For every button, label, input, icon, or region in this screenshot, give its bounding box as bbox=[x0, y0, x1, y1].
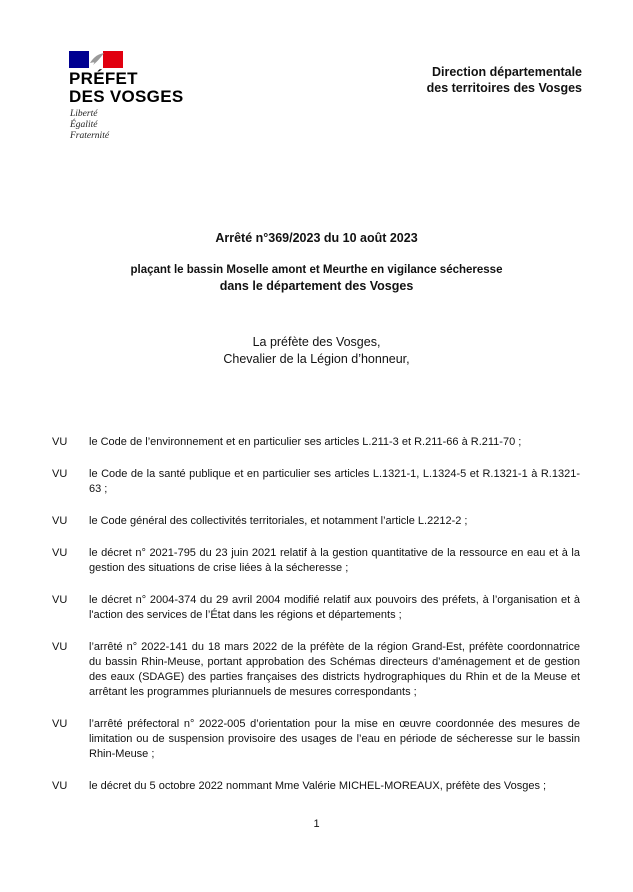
marianne-logo-icon bbox=[69, 51, 123, 68]
vu-text: le Code général des collectivités territoriales, et notamment l’article L.2212-2 ; bbox=[89, 515, 468, 527]
vu-label: VU bbox=[52, 515, 68, 527]
issuing-direction bbox=[427, 64, 582, 96]
vu-item bbox=[52, 514, 580, 529]
page-number: 1 bbox=[313, 818, 320, 830]
vu-text: le décret du 5 octobre 2022 nommant Mme Valérie MICHEL-MOREAUX, préfète des Vosges ; bbox=[89, 780, 547, 792]
vu-list bbox=[52, 435, 580, 811]
prefecture-logo-text bbox=[69, 70, 183, 106]
decree-title: Arrêté n°369/2023 du 10 août 2023 bbox=[215, 231, 418, 245]
logo-line-2: DES VOSGES bbox=[69, 87, 184, 106]
vu-item bbox=[52, 546, 580, 576]
vu-item bbox=[52, 593, 580, 623]
motto-egalite: Égalité bbox=[70, 120, 98, 130]
vu-text: le Code de l’environnement et en particulier ses articles L.211-3 et R.211-66 à R.211-70 ; bbox=[89, 436, 522, 448]
republic-motto bbox=[70, 109, 109, 142]
vu-label: VU bbox=[52, 468, 68, 480]
motto-fraternite: Fraternité bbox=[70, 131, 110, 141]
vu-text: l’arrêté préfectoral n° 2022-005 d’orientation pour la mise en œuvre coordonnée des mesures de limitation ou de suspension provisoire des usages de l’eau en période de sécheresse sur le bassin Rhin-Meuse ; bbox=[89, 718, 580, 760]
direction-line-1: Direction départementale bbox=[431, 65, 582, 79]
direction-line-2: des territoires des Vosges bbox=[426, 81, 582, 95]
motto-liberte: Liberté bbox=[70, 109, 98, 119]
vu-text: le Code de la santé publique et en particulier ses articles L.1321-1, L.1324-5 et R.1321-1 à R.1321-63 ; bbox=[89, 468, 580, 495]
vu-item bbox=[52, 640, 580, 700]
subtitle-line-1: plaçant le bassin Moselle amont et Meurthe en vigilance sécheresse bbox=[130, 264, 503, 276]
subtitle-line-2: dans le département des Vosges bbox=[219, 279, 414, 293]
logo-line-1: PRÉFET bbox=[69, 69, 138, 88]
issuer-line-2: Chevalier de la Légion d’honneur, bbox=[223, 352, 410, 366]
vu-item bbox=[52, 435, 580, 450]
issuer-line-1: La préfète des Vosges, bbox=[252, 335, 381, 349]
issuer-block bbox=[0, 334, 633, 368]
vu-label: VU bbox=[52, 641, 68, 653]
vu-text: le décret n° 2021-795 du 23 juin 2021 relatif à la gestion quantitative de la ressource en eau et à la gestion des situations de crise liées à la sécheresse ; bbox=[89, 547, 580, 574]
decree-subtitle bbox=[0, 262, 633, 294]
vu-item bbox=[52, 467, 580, 497]
vu-item bbox=[52, 717, 580, 762]
vu-label: VU bbox=[52, 780, 68, 792]
vu-label: VU bbox=[52, 436, 68, 448]
vu-item bbox=[52, 779, 580, 794]
vu-text: l’arrêté n° 2022-141 du 18 mars 2022 de la préfète de la région Grand-Est, préfète coordonnatrice du bassin Rhin-Meuse, portant approbation des Schémas directeurs d’aménagement et de gestion des eaux (SDAGE) des parties françaises des districts hydrographiques du Rhin et de la Meuse et arrêtant les programmes pluriannuels de mesures correspondants ; bbox=[89, 641, 580, 698]
vu-text: le décret n° 2004-374 du 29 avril 2004 modifié relatif aux pouvoirs des préfets, à l’organisation et à l'action des services de l’État dans les régions et départements ; bbox=[89, 594, 580, 621]
vu-label: VU bbox=[52, 718, 68, 730]
vu-label: VU bbox=[52, 547, 68, 559]
vu-label: VU bbox=[52, 594, 68, 606]
